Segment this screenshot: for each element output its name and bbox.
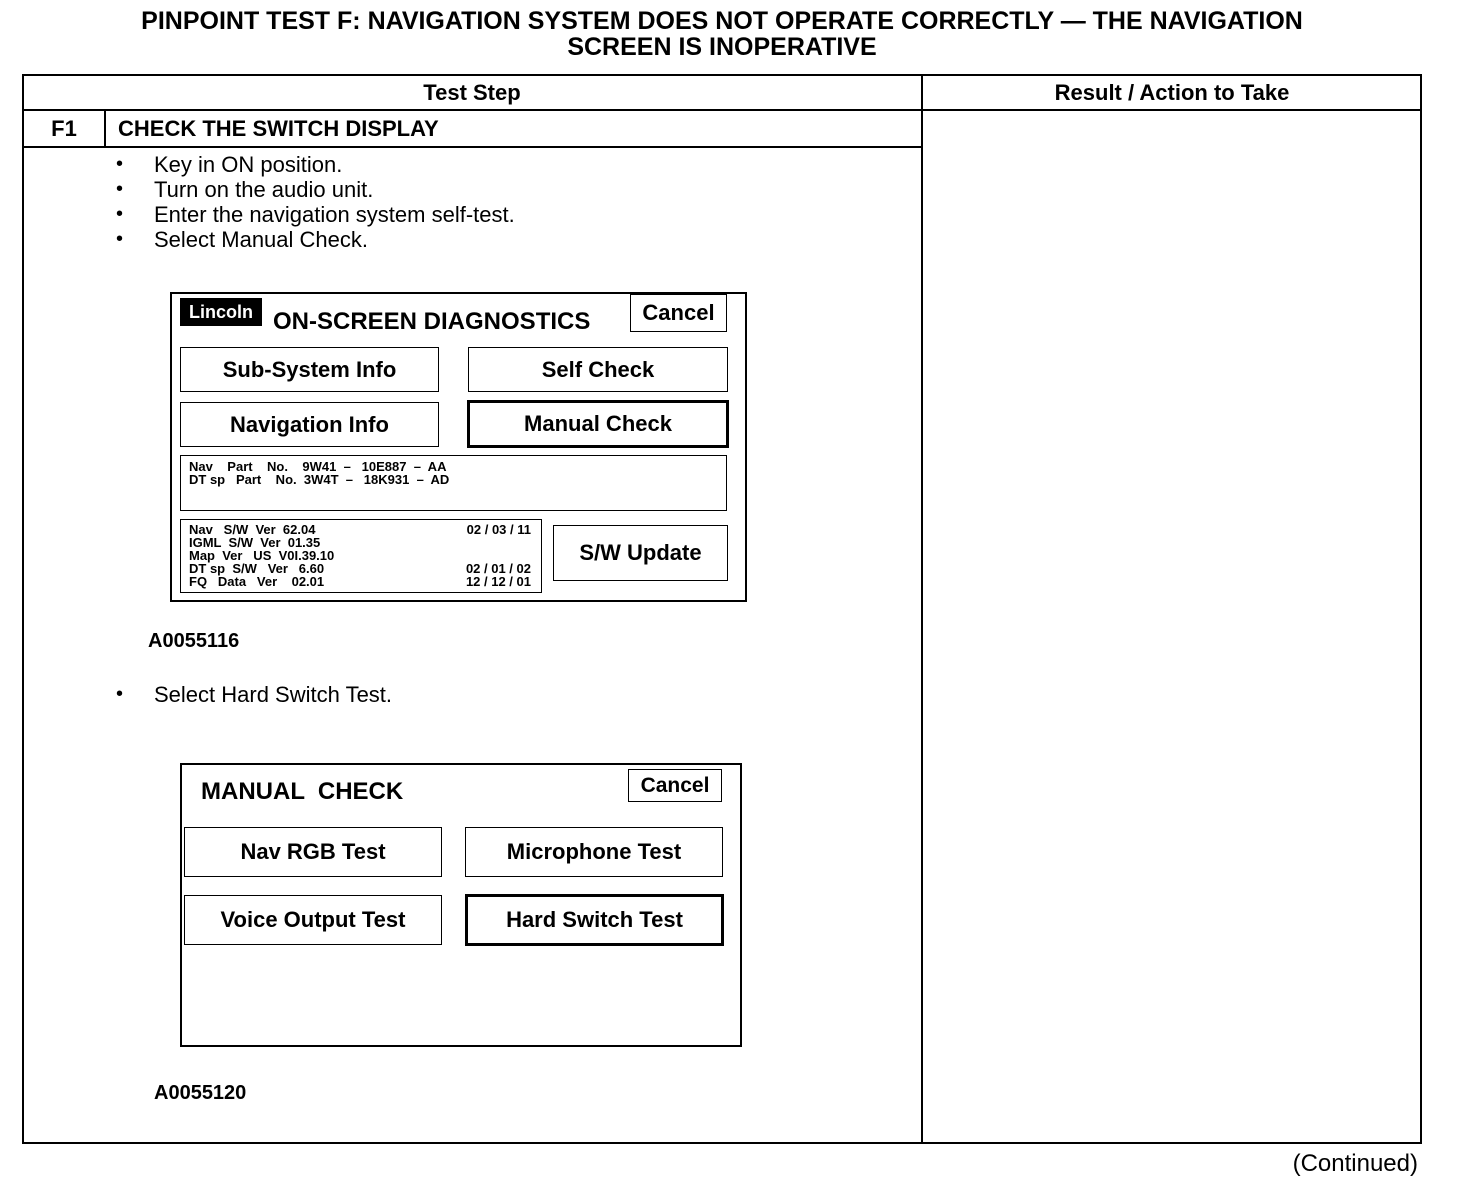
version-line: Map Ver US V0I.39.10 (189, 548, 335, 563)
version-line: DT sp S/W Ver 6.60 02 / 01 / 02 (189, 561, 531, 576)
instruction-item: • Select Hard Switch Test. (116, 682, 392, 707)
page-title-line1: PINPOINT TEST F: NAVIGATION SYSTEM DOES NOT OPERATE CORRECTLY — THE NAVIGATION (141, 7, 1303, 35)
instruction-item: • Select Manual Check. (116, 227, 515, 252)
hard-switch-test-button[interactable]: Hard Switch Test (465, 894, 724, 946)
version-line: IGML S/W Ver 01.35 (189, 535, 321, 550)
cancel-button[interactable]: Cancel (630, 294, 727, 332)
column-header-result: Result / Action to Take (1054, 80, 1290, 105)
continued-label: (Continued) (1292, 1150, 1418, 1177)
part-number-line: Nav Part No. 9W41 – 10E887 – AA (189, 459, 447, 474)
self-check-button[interactable]: Self Check (468, 347, 728, 392)
manual-check-heading: MANUAL CHECK (201, 778, 404, 805)
part-number-line: DT sp Part No. 3W4T – 18K931 – AD (189, 472, 450, 487)
manual-check-button[interactable]: Manual Check (467, 400, 729, 448)
sub-system-info-button[interactable]: Sub-System Info (180, 347, 439, 392)
column-divider (921, 74, 923, 1144)
figure-id: A0055116 (148, 630, 240, 652)
instruction-item: • Enter the navigation system self-test. (116, 202, 515, 227)
column-header-test-step: Test Step (423, 80, 521, 105)
cancel-button[interactable]: Cancel (628, 769, 722, 802)
navigation-info-button[interactable]: Navigation Info (180, 402, 439, 447)
microphone-test-button[interactable]: Microphone Test (465, 827, 723, 877)
instruction-item: • Key in ON position. (116, 152, 515, 177)
step-divider (22, 146, 922, 148)
diagnostics-heading: ON-SCREEN DIAGNOSTICS (273, 308, 591, 335)
page-title-line2: SCREEN IS INOPERATIVE (567, 33, 877, 61)
part-number-box (180, 455, 727, 511)
sw-update-button[interactable]: S/W Update (553, 525, 728, 581)
page-title (22, 8, 1422, 60)
version-box (180, 519, 542, 593)
step-id-divider (104, 110, 106, 147)
figure-id: A0055120 (154, 1082, 247, 1104)
version-line: FQ Data Ver 02.01 12 / 12 / 01 (189, 574, 531, 589)
lincoln-logo: Lincoln (180, 298, 262, 326)
header-divider (22, 109, 1422, 111)
voice-output-test-button[interactable]: Voice Output Test (184, 895, 442, 945)
step-title: CHECK THE SWITCH DISPLAY (118, 116, 439, 141)
nav-rgb-test-button[interactable]: Nav RGB Test (184, 827, 442, 877)
version-line: Nav S/W Ver 62.04 02 / 03 / 11 (189, 522, 531, 537)
instruction-list (116, 152, 515, 252)
step-id: F1 (51, 116, 77, 141)
instruction-item: • Turn on the audio unit. (116, 177, 515, 202)
